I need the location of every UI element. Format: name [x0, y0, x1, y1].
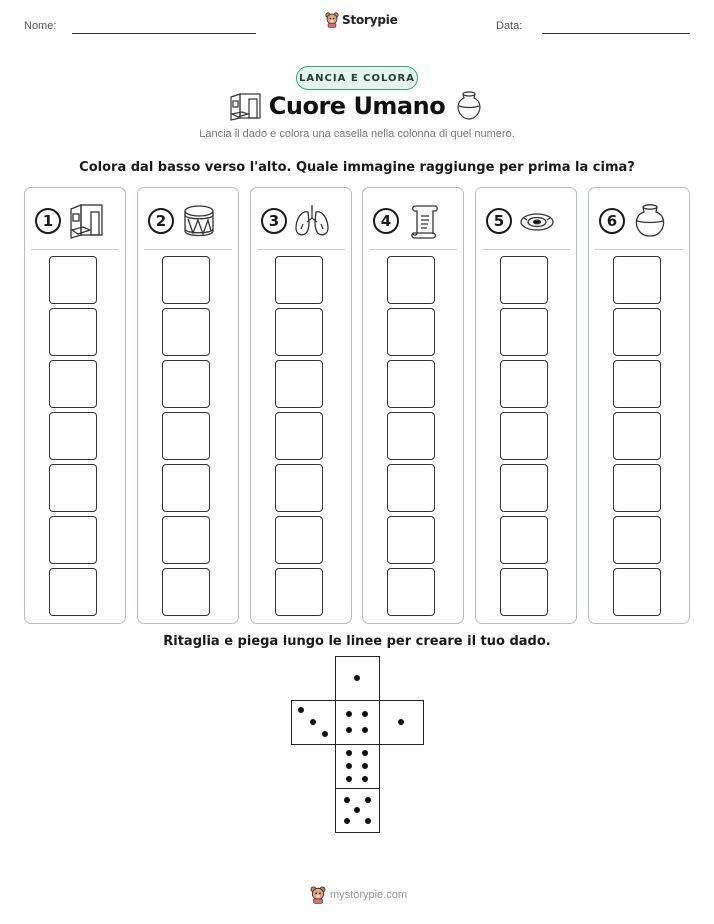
- color-cell[interactable]: [162, 568, 210, 616]
- vase-icon: [454, 90, 484, 122]
- color-cell[interactable]: [387, 568, 435, 616]
- lungs-icon: [293, 202, 331, 240]
- color-cell[interactable]: [500, 464, 548, 512]
- column-4: [362, 187, 464, 624]
- footer: [310, 886, 407, 904]
- column-number: 5: [486, 208, 512, 234]
- column-5: [475, 187, 577, 624]
- die-pip: [344, 797, 350, 803]
- column-number: 1: [35, 208, 61, 234]
- color-cell[interactable]: [275, 412, 323, 460]
- logo-text: Storypie: [342, 13, 398, 27]
- drum-icon: [180, 202, 218, 240]
- column-divider: [257, 249, 345, 250]
- die-pip: [362, 776, 368, 782]
- die-pip: [354, 675, 360, 681]
- die-pip: [362, 711, 368, 717]
- die-pip: [298, 707, 304, 713]
- color-cell[interactable]: [387, 256, 435, 304]
- die-face-3: [291, 700, 336, 745]
- color-cell[interactable]: [49, 464, 97, 512]
- disc-icon: [518, 202, 556, 240]
- die-face-1: [335, 656, 380, 701]
- cell-stack: [49, 256, 97, 616]
- column-number: 2: [148, 208, 174, 234]
- color-cell[interactable]: [613, 464, 661, 512]
- die-face-4: [335, 700, 380, 745]
- die-pip: [344, 818, 350, 824]
- column-header: [373, 202, 443, 240]
- die-pip: [398, 719, 404, 725]
- color-cell[interactable]: [49, 568, 97, 616]
- die-pip: [310, 719, 316, 725]
- color-cell[interactable]: [613, 256, 661, 304]
- scroll-icon: [405, 202, 443, 240]
- color-cell[interactable]: [500, 308, 548, 356]
- color-cell[interactable]: [49, 308, 97, 356]
- column-divider: [595, 249, 683, 250]
- column-1: [24, 187, 126, 624]
- color-cell[interactable]: [49, 256, 97, 304]
- die-pip: [354, 807, 360, 813]
- column-number: 4: [373, 208, 399, 234]
- die-pip: [322, 731, 328, 737]
- die-pip: [365, 797, 371, 803]
- cell-stack: [500, 256, 548, 616]
- color-cell[interactable]: [613, 360, 661, 408]
- color-cell[interactable]: [387, 516, 435, 564]
- storypie-logo: [325, 12, 398, 28]
- die-pip: [346, 727, 352, 733]
- name-line[interactable]: [72, 33, 256, 34]
- column-3: [250, 187, 352, 624]
- color-cell[interactable]: [387, 308, 435, 356]
- die-pip: [362, 727, 368, 733]
- die-pip: [362, 763, 368, 769]
- die-pip: [346, 750, 352, 756]
- color-cell[interactable]: [500, 516, 548, 564]
- page-title: Cuore Umano: [268, 92, 446, 120]
- activity-badge: LANCIA E COLORA: [296, 66, 418, 90]
- color-cell[interactable]: [500, 412, 548, 460]
- bear-icon: [325, 12, 339, 28]
- column-divider: [144, 249, 232, 250]
- color-cell[interactable]: [49, 412, 97, 460]
- color-cell[interactable]: [275, 256, 323, 304]
- die-face-6: [335, 744, 380, 789]
- column-2: [137, 187, 239, 624]
- column-number: 6: [599, 208, 625, 234]
- name-label: Nome:: [24, 20, 57, 32]
- color-cell[interactable]: [387, 464, 435, 512]
- color-cell[interactable]: [613, 308, 661, 356]
- cell-stack: [387, 256, 435, 616]
- color-cell[interactable]: [275, 568, 323, 616]
- column-divider: [482, 249, 570, 250]
- color-cell[interactable]: [162, 308, 210, 356]
- room-icon: [67, 202, 105, 240]
- color-cell[interactable]: [162, 360, 210, 408]
- column-header: [261, 202, 331, 240]
- color-cell[interactable]: [275, 516, 323, 564]
- footer-url: mystorypie.com: [330, 889, 408, 901]
- cell-stack: [275, 256, 323, 616]
- die-pip: [346, 763, 352, 769]
- bear-icon: [310, 886, 326, 904]
- color-cell[interactable]: [613, 412, 661, 460]
- color-cell[interactable]: [500, 568, 548, 616]
- color-cell[interactable]: [500, 256, 548, 304]
- die-pip: [365, 818, 371, 824]
- color-cell[interactable]: [162, 412, 210, 460]
- die-instruction: Ritaglia e piega lungo le linee per creare il tuo dado.: [163, 634, 551, 649]
- color-cell[interactable]: [500, 360, 548, 408]
- color-cell[interactable]: [613, 516, 661, 564]
- color-cell[interactable]: [275, 360, 323, 408]
- column-header: [486, 202, 556, 240]
- color-cell[interactable]: [387, 412, 435, 460]
- subtitle: Lancia il dado e colora una casella nella colonna di quel numero.: [199, 128, 515, 140]
- die-face-5: [335, 788, 380, 833]
- column-number: 3: [261, 208, 287, 234]
- column-divider: [31, 249, 119, 250]
- color-cell[interactable]: [162, 464, 210, 512]
- vase-icon: [631, 202, 669, 240]
- die-pip: [362, 750, 368, 756]
- color-cell[interactable]: [49, 516, 97, 564]
- cell-stack: [162, 256, 210, 616]
- color-cell[interactable]: [387, 360, 435, 408]
- die-face-1: [379, 700, 424, 745]
- color-cell[interactable]: [49, 360, 97, 408]
- die-pip: [346, 711, 352, 717]
- column-divider: [369, 249, 457, 250]
- date-label: Data:: [496, 20, 523, 32]
- color-cell[interactable]: [613, 568, 661, 616]
- column-6: [588, 187, 690, 624]
- column-header: [35, 202, 105, 240]
- date-line[interactable]: [542, 33, 690, 34]
- color-cell[interactable]: [275, 308, 323, 356]
- coloring-instruction: Colora dal basso verso l'alto. Quale immagine raggiunge per prima la cima?: [79, 160, 635, 175]
- column-header: [599, 202, 669, 240]
- cell-stack: [613, 256, 661, 616]
- die-pip: [346, 776, 352, 782]
- color-cell[interactable]: [162, 256, 210, 304]
- color-cell[interactable]: [162, 516, 210, 564]
- column-header: [148, 202, 218, 240]
- color-cell[interactable]: [275, 464, 323, 512]
